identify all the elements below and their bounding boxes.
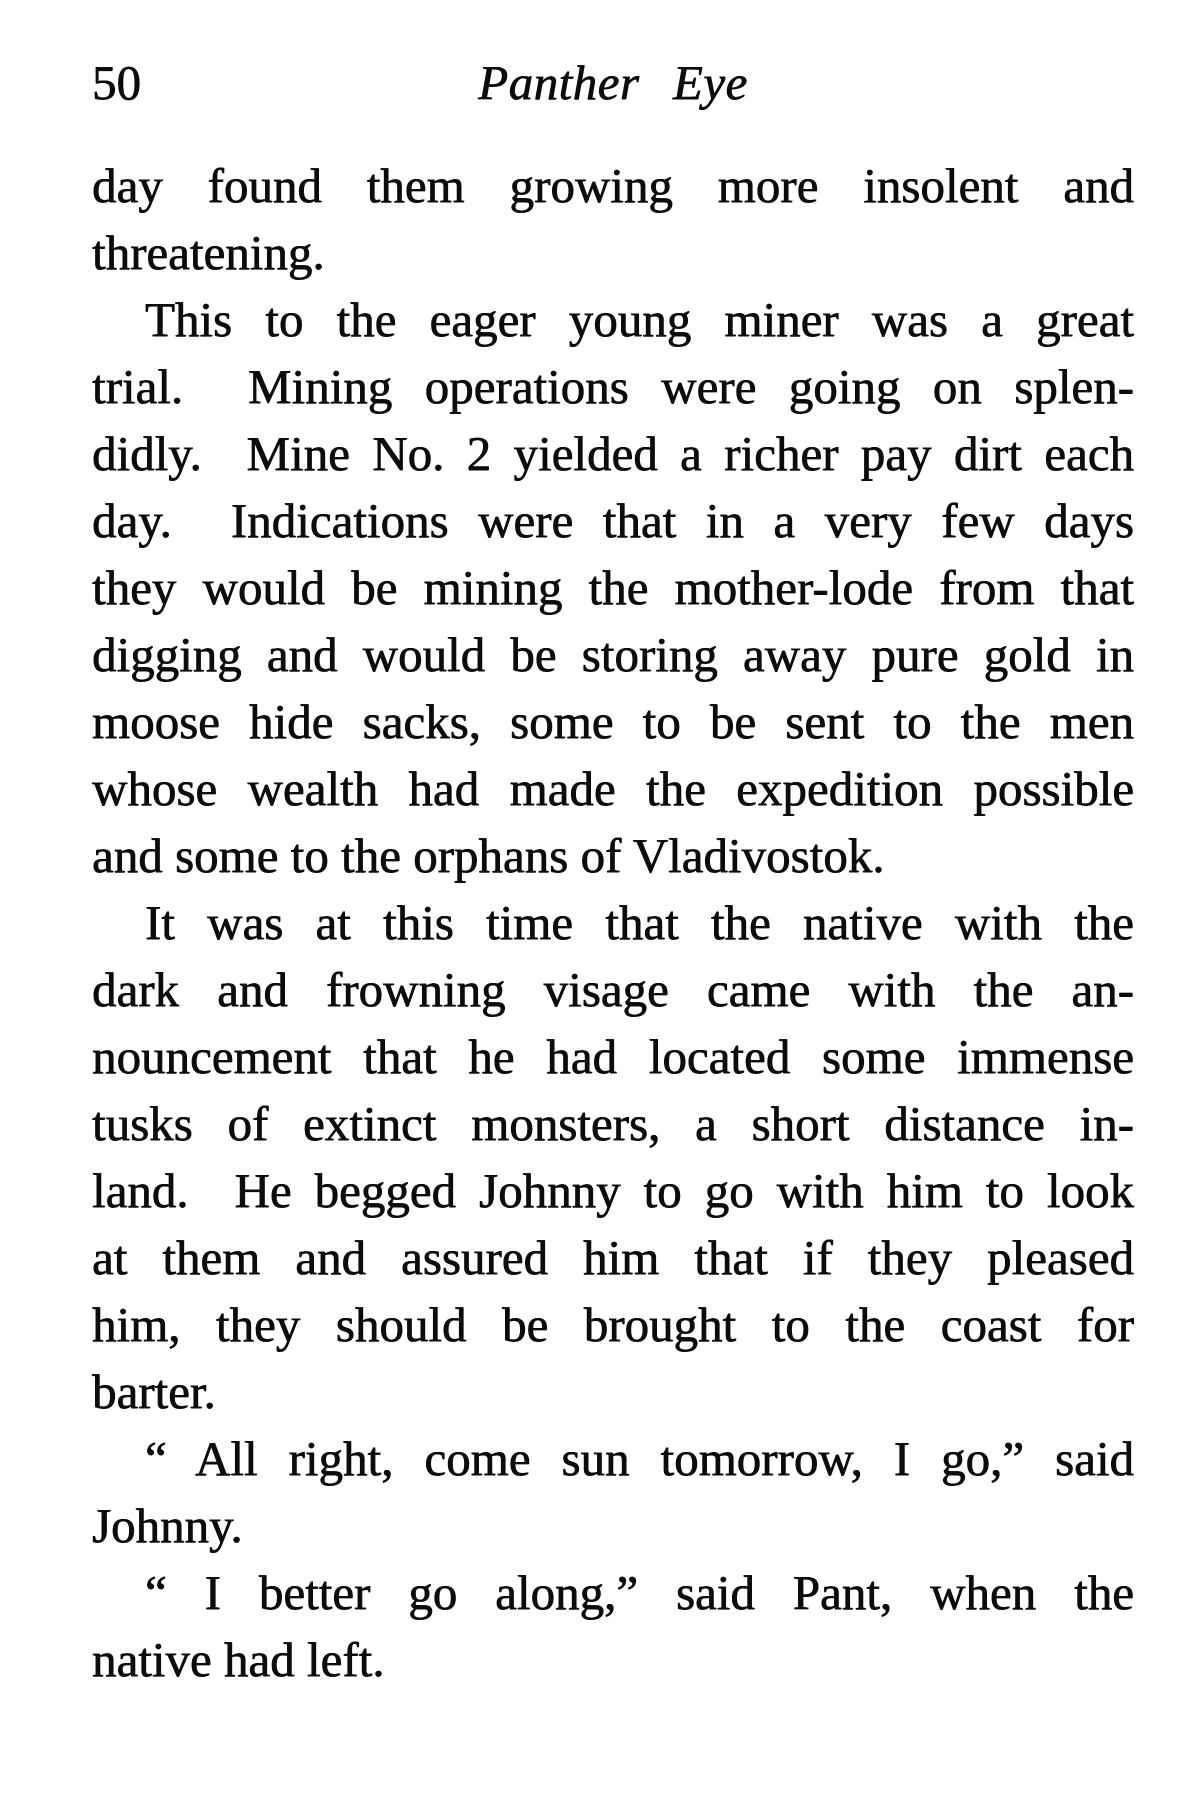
page-number: 50 (92, 55, 141, 110)
text-line: tusks of extinct monsters, a short distance in- (92, 1096, 1134, 1151)
text-line: barter. (92, 1364, 216, 1419)
text-line: at them and assured him that if they pleased (92, 1230, 1134, 1285)
text-line: trial. Mining operations were going on splen- (92, 359, 1134, 414)
text-line: moose hide sacks, some to be sent to the men (92, 694, 1134, 749)
text-line: nouncement that he had located some immense (92, 1029, 1134, 1084)
text-line: Johnny. (92, 1498, 243, 1553)
running-title: Panther Eye (478, 55, 748, 110)
page-body (92, 152, 1134, 1693)
text-line: whose wealth had made the expedition possible (92, 761, 1134, 816)
text-line: day. Indications were that in a very few days (92, 493, 1134, 548)
text-line: native had left. (92, 1632, 385, 1687)
text-line: threatening. (92, 225, 325, 280)
text-line: dark and frowning visage came with the an- (92, 962, 1134, 1017)
text-line: It was at this time that the native with the (145, 895, 1134, 950)
text-line: didly. Mine No. 2 yielded a richer pay dirt each (92, 426, 1134, 481)
text-line: they would be mining the mother-lode from that (92, 560, 1134, 615)
text-line: “ All right, come sun tomorrow, I go,” said (145, 1431, 1134, 1486)
text-line: day found them growing more insolent and (92, 158, 1134, 213)
text-line: This to the eager young miner was a great (145, 292, 1134, 347)
text-line: and some to the orphans of Vladivostok. (92, 828, 885, 883)
text-line: him, they should be brought to the coast for (92, 1297, 1134, 1352)
text-line: digging and would be storing away pure gold in (92, 627, 1134, 682)
text-line: land. He begged Johnny to go with him to look (92, 1163, 1134, 1218)
text-line: “ I better go along,” said Pant, when the (145, 1565, 1134, 1620)
page-header (92, 49, 1134, 116)
